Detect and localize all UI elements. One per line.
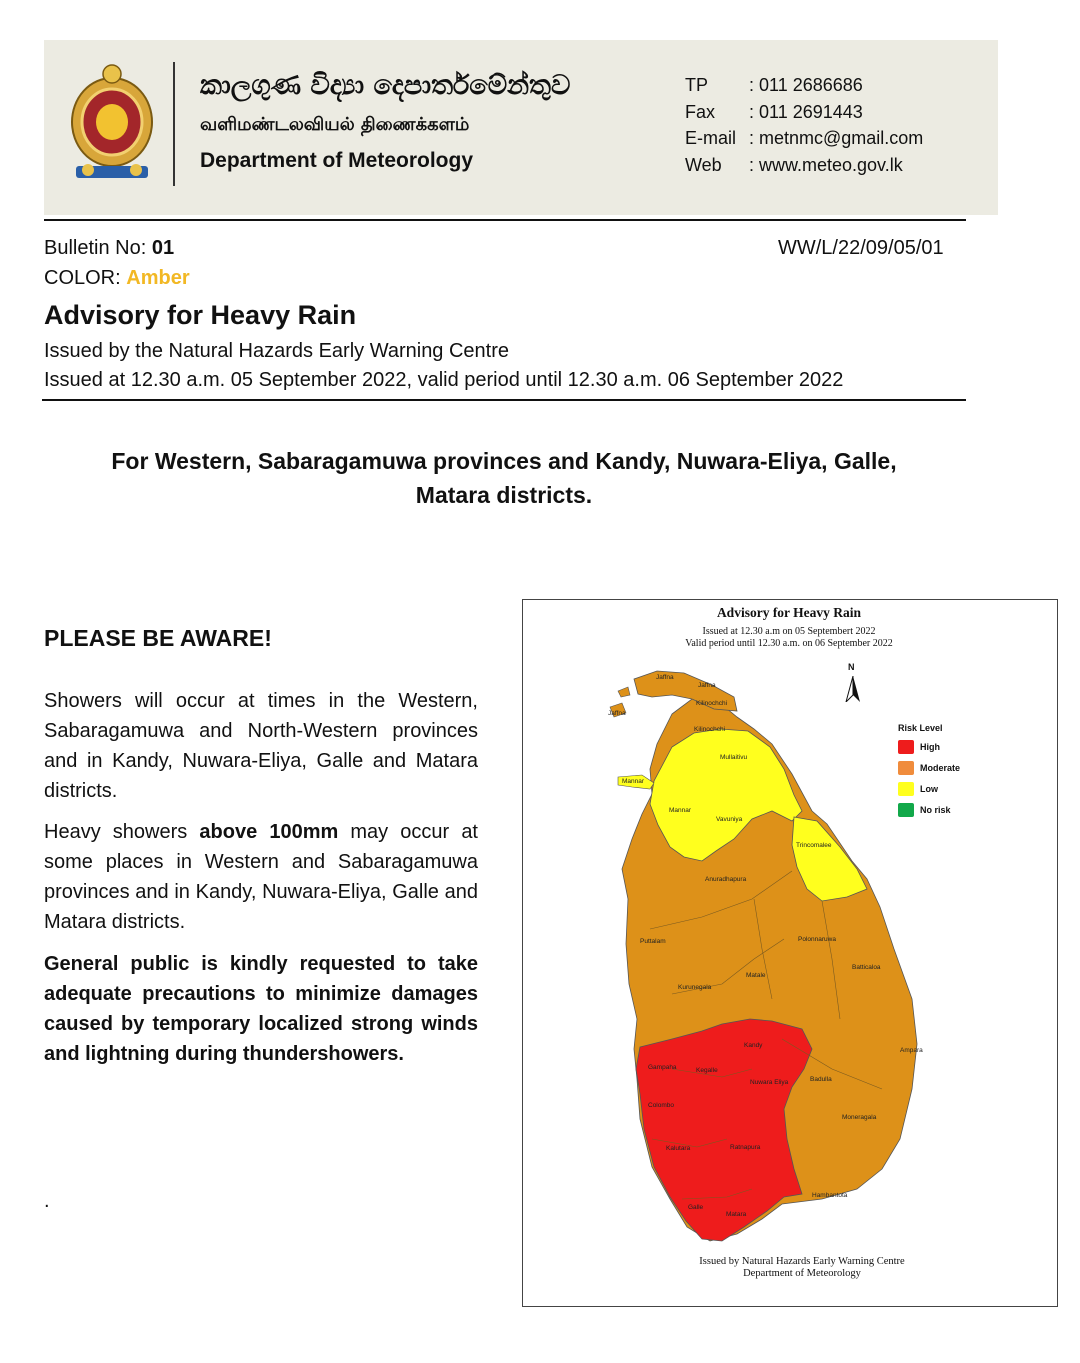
aware-heading: PLEASE BE AWARE! xyxy=(44,625,272,651)
district-label-kilinochchi-1: Kilinochchi xyxy=(696,700,728,707)
meta-rule xyxy=(42,399,966,401)
district-label-moneragala: Moneragala xyxy=(842,1114,877,1121)
bulletin-number: Bulletin No: 01 xyxy=(44,237,175,259)
district-label-mannar-2: Mannar xyxy=(669,807,692,814)
district-label-badulla: Badulla xyxy=(810,1076,832,1083)
alert-color: COLOR: Amber xyxy=(44,267,190,289)
contact-fax: Fax : 011 2691443 xyxy=(685,101,863,122)
district-label-nuwara-eliya: Nuwara Eliya xyxy=(750,1079,789,1086)
sri-lanka-risk-map xyxy=(522,599,1056,1305)
district-label-kalutara: Kalutara xyxy=(666,1145,691,1152)
district-label-ratnapura: Ratnapura xyxy=(730,1144,761,1151)
department-title-english: Department of Meteorology xyxy=(200,149,474,172)
legend-item-low: Low xyxy=(898,782,960,796)
paragraph-heavy-showers: Heavy showers above 100mm may occur at some places in Western and Sabaragamuwa provinces and in Kandy, Nuwara-Eliya, Galle and Matara districts. xyxy=(44,821,478,933)
district-label-matara: Matara xyxy=(726,1211,747,1218)
district-label-batticaloa: Batticaloa xyxy=(852,964,881,971)
header-rule xyxy=(44,219,966,221)
affected-regions: For Western, Sabaragamuwa provinces and Kandy, Nuwara-Eliya, Galle, Matara districts. xyxy=(111,448,897,508)
contact-block xyxy=(685,72,923,178)
legend-item-no-risk: No risk xyxy=(898,803,960,817)
district-label-kilinochchi-2: Kilinochchi xyxy=(694,726,726,733)
district-label-ampara: Ampara xyxy=(900,1047,923,1054)
header-divider xyxy=(173,62,175,186)
district-label-kurunegala: Kurunegala xyxy=(678,984,712,991)
legend-item-high: High xyxy=(898,740,960,754)
contact-web[interactable]: Web : www.meteo.gov.lk xyxy=(685,154,903,175)
district-label-polonnaruwa: Polonnaruwa xyxy=(798,936,836,943)
map-title: Advisory for Heavy Rain xyxy=(716,605,862,620)
district-label-kandy: Kandy xyxy=(744,1042,763,1049)
legend-swatch-moderate xyxy=(898,761,914,775)
department-title-sinhala: කාලගුණ විද්‍යා දෙපාර්තමේන්තුව xyxy=(200,70,571,101)
legend-item-moderate: Moderate xyxy=(898,761,960,775)
paragraph-public-advice: General public is kindly requested to take adequate precautions to minimize damages caused by temporary localized strong winds and lightning during thundershowers. xyxy=(44,953,478,1065)
risk-legend xyxy=(898,723,960,824)
alert-color-value: Amber xyxy=(126,267,190,289)
paragraph-showers: Showers will occur at times in the Western, Sabaragamuwa and North-Western provinces and in Kandy, Nuwara-Eliya, Galle and Matara districts. xyxy=(44,690,478,802)
district-label-anuradhapura: Anuradhapura xyxy=(705,876,747,883)
legend-title: Risk Level xyxy=(898,723,943,733)
district-label-mannar-1: Mannar xyxy=(622,778,645,785)
district-label-mullaitivu: Mullaitivu xyxy=(720,754,748,761)
district-label-hambantota: Hambantota xyxy=(812,1192,848,1199)
legend-swatch-no-risk xyxy=(898,803,914,817)
zone-high xyxy=(636,1019,812,1241)
north-label: N xyxy=(848,662,855,672)
district-label-kegalle: Kegalle xyxy=(696,1067,718,1074)
department-title-tamil: வளிமண்டலவியல் திணைக்களம் xyxy=(200,114,470,135)
map-issued-line: Issued at 12.30 a.m on 05 Septembert 2022 xyxy=(702,626,876,637)
district-label-puttalam: Puttalam xyxy=(640,938,666,945)
legend-swatch-high xyxy=(898,740,914,754)
trailing-dot: . xyxy=(44,1190,50,1212)
north-arrow-icon xyxy=(845,676,861,702)
district-label-jaffna-1: Jaffna xyxy=(656,674,674,681)
district-label-galle: Galle xyxy=(688,1204,704,1211)
advisory-title: Advisory for Heavy Rain xyxy=(44,300,357,330)
map-footer-department: Department of Meteorology xyxy=(743,1268,861,1279)
district-label-gampaha: Gampaha xyxy=(648,1064,677,1071)
district-label-trincomalee: Trincomalee xyxy=(796,842,832,849)
issued-at: Issued at 12.30 a.m. 05 September 2022, valid period until 12.30 a.m. 06 September 2022 xyxy=(44,369,844,391)
district-label-vavuniya: Vavuniya xyxy=(716,816,743,823)
map-footer-issuer: Issued by Natural Hazards Early Warning Centre xyxy=(699,1256,905,1267)
district-label-jaffna-3: Jaffna xyxy=(608,710,626,717)
issued-by: Issued by the Natural Hazards Early Warning Centre xyxy=(44,340,510,362)
map-valid-line: Valid period until 12.30 a.m. on 06 September 2022 xyxy=(685,638,893,649)
district-label-jaffna-2: Jaffna xyxy=(698,682,716,689)
contact-email[interactable]: E-mail : metnmc@gmail.com xyxy=(685,128,924,148)
district-label-colombo: Colombo xyxy=(648,1102,675,1109)
bulletin-reference: WW/L/22/09/05/01 xyxy=(778,237,944,259)
sri-lanka-emblem-icon xyxy=(66,62,158,186)
contact-tp: TP : 011 2686686 xyxy=(685,75,863,95)
legend-swatch-low xyxy=(898,782,914,796)
district-label-matale: Matale xyxy=(746,972,766,979)
